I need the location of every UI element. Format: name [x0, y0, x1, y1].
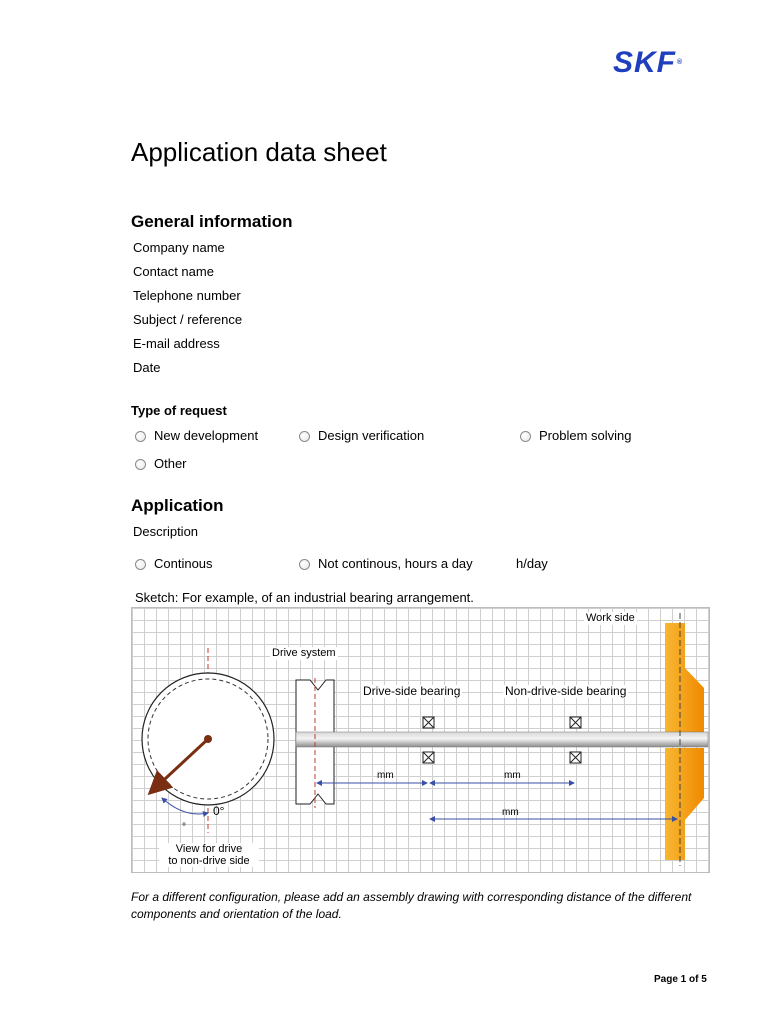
radio-circle-icon[interactable]	[299, 431, 310, 442]
logo-text: SKF	[613, 46, 676, 79]
zero-degree-label: 0°	[213, 804, 225, 818]
radio-circle-icon[interactable]	[520, 431, 531, 442]
hours-per-day-unit: h/day	[516, 556, 548, 571]
type-of-request-heading: Type of request	[131, 403, 227, 418]
radio-problem-solving[interactable]	[520, 428, 632, 444]
view-direction-label	[159, 843, 259, 867]
view-direction-line-1: View for drive	[175, 843, 243, 855]
telephone-number-label: Telephone number	[133, 288, 241, 303]
configuration-note: For a different configuration, please add an assembly drawing with corresponding distance of the different components and orientation of the load.	[131, 890, 692, 921]
page-number: Page 1 of 5	[654, 974, 707, 985]
angle-degree-label: °	[182, 822, 186, 833]
drive-side-bearing-top	[423, 717, 434, 728]
radio-circle-icon[interactable]	[299, 559, 310, 570]
radio-circle-icon[interactable]	[135, 431, 146, 442]
email-address-label: E-mail address	[133, 336, 220, 351]
radio-circle-icon[interactable]	[135, 459, 146, 470]
radio-label: Not continous, hours a day	[318, 556, 473, 571]
work-side-part	[665, 623, 704, 733]
dimension-mm-3: mm	[502, 807, 519, 818]
radio-label: Other	[154, 456, 187, 471]
application-heading: Application	[131, 496, 224, 515]
company-name-label: Company name	[133, 240, 225, 255]
subject-reference-label: Subject / reference	[133, 312, 243, 327]
sketch-caption: Sketch: For example, of an industrial bearing arrangement.	[135, 590, 474, 605]
date-label: Date	[133, 360, 161, 375]
page-title: Application data sheet	[131, 137, 387, 167]
radio-label: Design verification	[318, 428, 425, 443]
description-label: Description	[133, 524, 199, 539]
non-drive-side-bearing-label: Non-drive-side bearing	[505, 684, 627, 698]
non-drive-side-bearing-top	[570, 717, 581, 728]
radio-new-development[interactable]	[135, 428, 258, 444]
radio-other[interactable]	[135, 456, 187, 472]
shaft	[296, 732, 708, 747]
view-direction-line-2: to non-drive side	[168, 855, 250, 867]
dimension-mm-2: mm	[504, 770, 521, 781]
radio-label: Continous	[154, 556, 213, 571]
logo-registered-mark: ®	[677, 59, 684, 66]
non-drive-side-bearing-bottom	[570, 752, 581, 763]
sketch-drawing	[132, 608, 711, 874]
radio-design-verification[interactable]	[299, 428, 424, 444]
radio-continous[interactable]	[135, 556, 213, 572]
radio-label: Problem solving	[539, 428, 632, 443]
bearing-arrangement-sketch	[131, 607, 710, 873]
drive-side-bearing-label: Drive-side bearing	[363, 684, 461, 698]
work-side-part-lower	[665, 748, 704, 860]
general-information-heading: General information	[131, 212, 293, 231]
radio-label: New development	[154, 428, 259, 443]
skf-logo	[613, 48, 683, 78]
radio-not-continous[interactable]	[299, 556, 473, 572]
radio-circle-icon[interactable]	[135, 559, 146, 570]
drive-system-label: Drive system	[272, 647, 336, 659]
dimension-mm-1: mm	[377, 770, 394, 781]
drive-side-bearing-bottom	[423, 752, 434, 763]
contact-name-label: Contact name	[133, 264, 214, 279]
work-side-label: Work side	[586, 612, 635, 624]
